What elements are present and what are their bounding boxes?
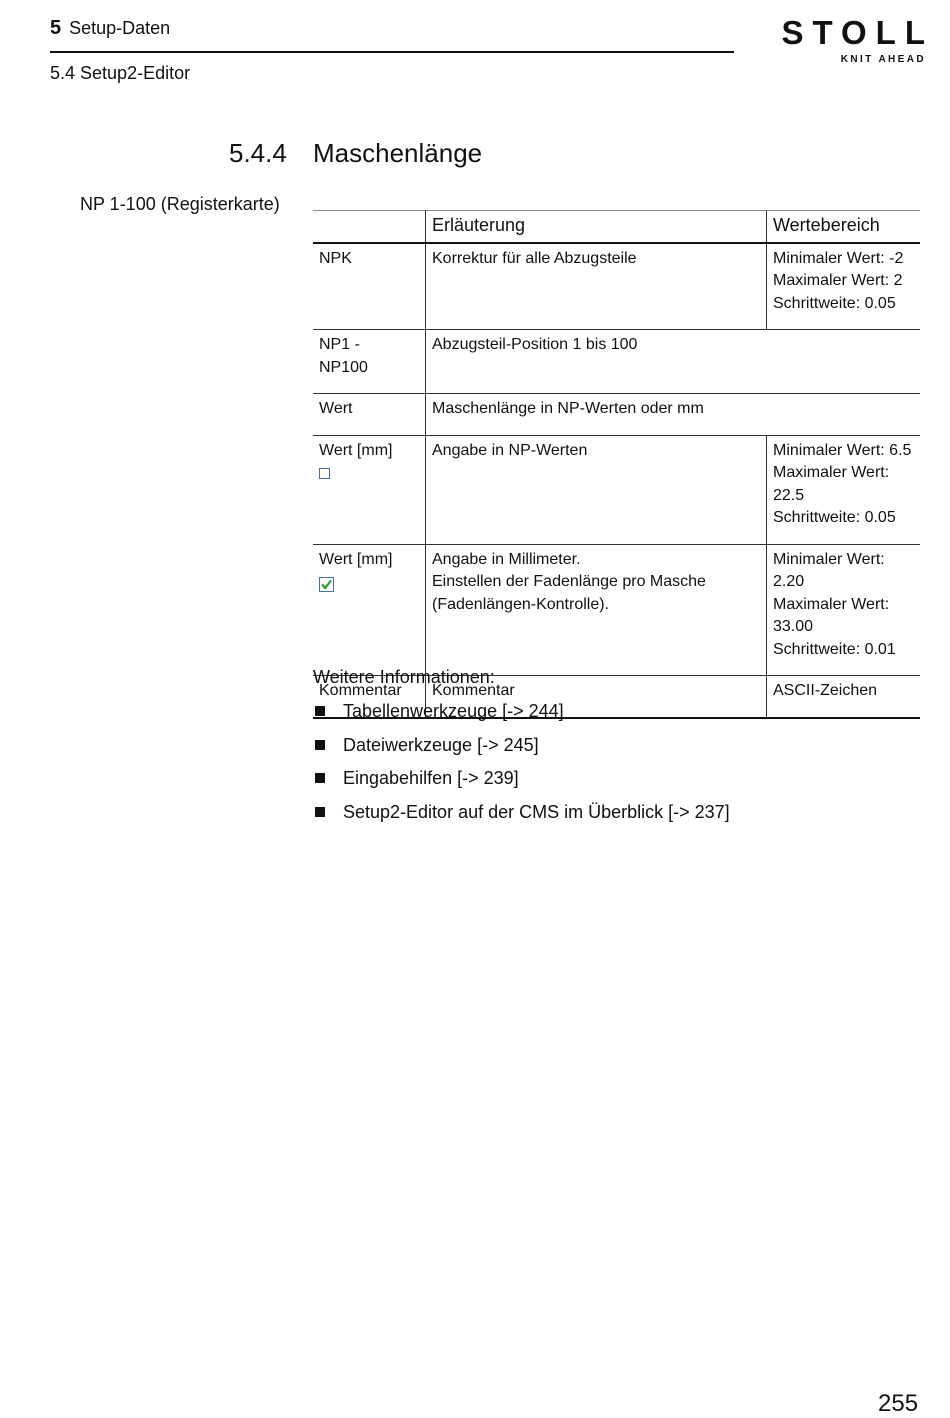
list-item[interactable] (313, 798, 730, 832)
description-line: (Fadenlängen-Kontrolle). (432, 595, 609, 613)
row-range (767, 544, 921, 676)
range-step: Schrittweite: 0.05 (773, 294, 896, 312)
table-row (313, 544, 920, 676)
range-max-value: 33.00 (773, 618, 814, 635)
column-header-name (313, 211, 426, 243)
cross-reference-link[interactable]: Eingabehilfen [-> 239] (343, 768, 519, 788)
section-title: Maschenlänge (313, 138, 483, 168)
row-description: Abzugsteil-Position 1 bis 100 (426, 330, 921, 394)
range-step: Schrittweite: 0.05 (773, 509, 896, 526)
range-min: Minimaler Wert: 2.20 (773, 550, 885, 590)
range-step: Schrittweite: 0.01 (773, 640, 896, 658)
table-row (313, 394, 920, 436)
range-max: Maximaler Wert: 22.5 (773, 464, 890, 504)
table-header-row (313, 211, 920, 243)
chapter-number: 5 (50, 17, 62, 39)
list-item[interactable] (313, 697, 730, 731)
logo-wordmark: STOLL (781, 14, 934, 51)
description-line: Einstellen der Fadenlänge pro Masche (432, 573, 706, 590)
checkbox-unchecked-icon (319, 468, 330, 479)
more-info-heading: Weitere Informationen: (313, 667, 495, 687)
description-line: Angabe in Millimeter. (432, 550, 581, 568)
cross-reference-link[interactable]: Tabellenwerkzeuge [-> 244] (343, 701, 564, 721)
row-name-cell (313, 435, 426, 544)
row-range (767, 435, 921, 544)
header-rule (50, 51, 734, 53)
row-name: Wert (313, 394, 426, 436)
chapter-header (50, 17, 170, 40)
row-name: Wert [mm] (319, 441, 393, 459)
page-number: 255 (878, 1390, 919, 1417)
chapter-title: Setup-Daten (69, 18, 171, 38)
column-header-erlaeuterung: Erläuterung (426, 211, 767, 243)
row-name: NP1 - NP100 (313, 330, 426, 394)
cross-reference-link[interactable]: Dateiwerkzeuge [-> 245] (343, 734, 539, 755)
range-min: Minimaler Wert: 6.5 (773, 441, 912, 459)
square-bullet-icon (315, 740, 325, 750)
table-row (313, 330, 920, 394)
row-name: NPK (313, 243, 426, 330)
more-info-list (313, 697, 730, 831)
row-name-cell (313, 544, 426, 676)
section-breadcrumb: 5.4 Setup2-Editor (50, 63, 191, 83)
row-description: Korrektur für alle Abzugsteile (426, 243, 767, 330)
tab-label: NP 1-100 (Registerkarte) (80, 194, 280, 214)
row-range: ASCII-Zeichen (767, 676, 921, 718)
checkbox-checked-icon (319, 577, 334, 592)
row-description (426, 544, 767, 676)
cross-reference-link[interactable]: Setup2-Editor auf der CMS im Überblick [-> 237] (343, 801, 730, 822)
row-description: Maschenlänge in NP-Werten oder mm (426, 394, 921, 436)
row-range (767, 243, 921, 330)
logo-tagline: KNIT AHEAD (840, 54, 926, 65)
square-bullet-icon (315, 706, 325, 716)
row-description: Kommentar (426, 676, 767, 718)
parameter-table (313, 210, 920, 719)
row-name: Kommentar (313, 676, 426, 718)
row-description: Angabe in NP-Werten (426, 435, 767, 544)
range-max: Maximaler Wert: 2 (773, 272, 903, 289)
square-bullet-icon (315, 807, 325, 817)
stoll-logo (764, 14, 934, 66)
column-header-wertebereich: Wertebereich (767, 211, 921, 243)
list-item[interactable] (313, 764, 730, 798)
range-max: Maximaler Wert: (773, 595, 890, 613)
section-number: 5.4.4 (229, 138, 287, 168)
table-row (313, 243, 920, 330)
range-min: Minimaler Wert: -2 (773, 249, 904, 267)
page-title (229, 138, 482, 169)
list-item[interactable] (313, 731, 730, 765)
row-name: Wert [mm] (319, 550, 393, 568)
table-row (313, 435, 920, 544)
square-bullet-icon (315, 773, 325, 783)
